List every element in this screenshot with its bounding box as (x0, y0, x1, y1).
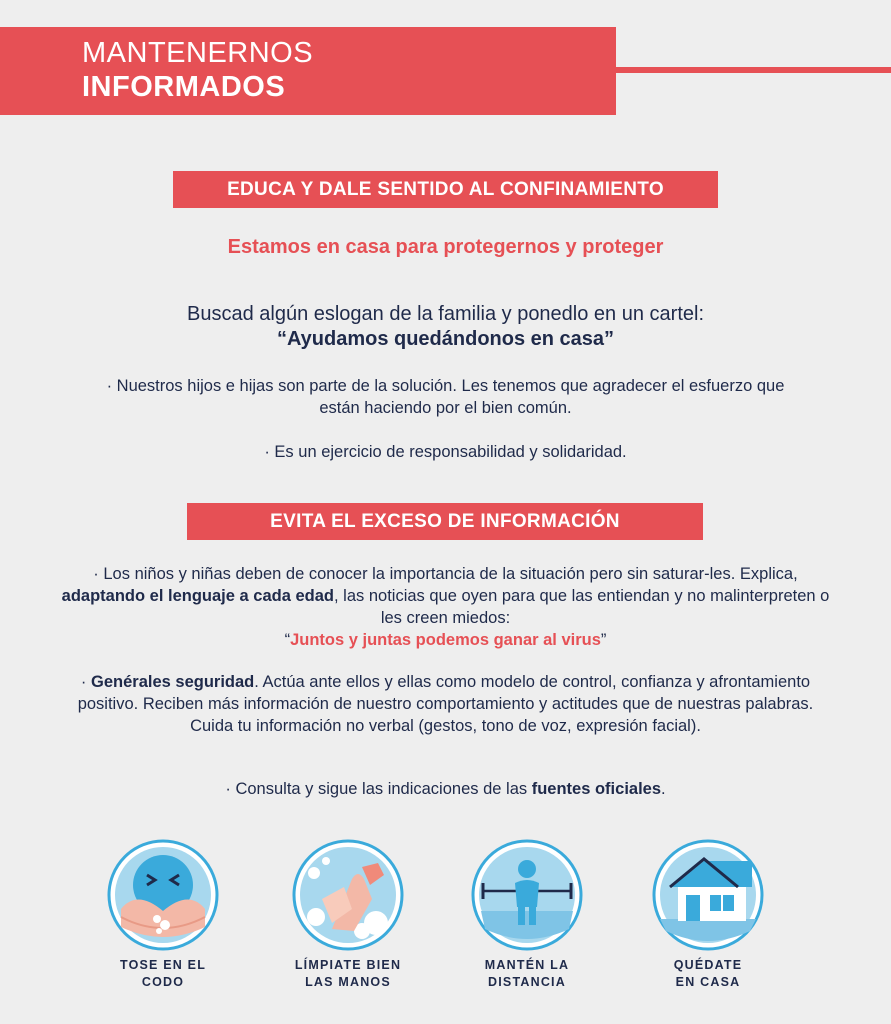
bullet1-emphasis: adaptando el lenguaje a cada edad (61, 587, 334, 605)
bullet2-emphasis: Genérales seguridad (91, 673, 255, 691)
icon-label-home-line2: EN CASA (675, 975, 741, 989)
icon-label-cough-elbow (83, 957, 243, 991)
icon-label-cough-line2: CODO (141, 975, 185, 989)
slogan-intro: Buscad algún eslogan de la familia y ponedlo en un cartel: (186, 303, 704, 325)
bullet1-text-c: , las noticias que oyen para que las entiendan y no malinterpreten o les creen miedos: (334, 587, 830, 627)
header-divider (616, 67, 891, 73)
wash-hands-icon (292, 839, 404, 951)
bullet2-text-c: . Actúa ante ellos y ellas como modelo de control, confianza y afrontamiento positivo. Reciben más información de nuestro comportamiento y actitudes que de nuestras palabras. Cuida tu información no verbal (gestos, tono de voz, expresión facial). (77, 673, 814, 735)
section1-banner: EDUCA Y DALE SENTIDO AL CONFINAMIENTO (173, 171, 718, 208)
icon-label-wash-hands (268, 957, 428, 991)
cough-elbow-icon (107, 839, 219, 951)
section2-bullet2 (55, 671, 836, 737)
icon-label-home-line1: QUÉDATE (673, 958, 743, 972)
icon-label-distance-line1: MANTÉN LA (484, 958, 570, 972)
quote-text: Juntos y juntas podemos ganar al virus (290, 631, 601, 649)
bullet1-text-a: · Los niños y niñas deben de conocer la importancia de la situación pero sin saturar-les. Explica, (93, 565, 798, 583)
icon-label-stay-home (628, 957, 788, 991)
section2-banner: EVITA EL EXCESO DE INFORMACIÓN (187, 503, 703, 540)
icon-label-wash-line1: LÍMPIATE BIEN (294, 958, 402, 972)
section2-bullet1 (55, 563, 836, 651)
icon-label-cough-line1: TOSE EN EL (119, 958, 207, 972)
section1-subtitle: Estamos en casa para protegernos y proteger (227, 236, 664, 258)
bullet3-text-c: . (661, 780, 666, 798)
header-title-line2: INFORMADOS (82, 71, 286, 103)
icon-label-keep-distance (447, 957, 607, 991)
quote-close: ” (600, 631, 607, 649)
bullet3-emphasis: fuentes oficiales (531, 780, 662, 798)
bullet2-text-a: · (80, 673, 92, 691)
icon-label-distance-line2: DISTANCIA (488, 975, 566, 989)
header-banner (0, 27, 616, 115)
section1-bullet1: · Nuestros hijos e hijas son parte de la solución. Les tenemos que agradecer el esfuerzo que están haciendo por el bien común. (106, 377, 785, 417)
quote-open: “ (284, 631, 291, 649)
section1-bullet2: · Es un ejercicio de responsabilidad y solidaridad. (264, 443, 627, 461)
icon-label-wash-line2: LAS MANOS (305, 975, 391, 989)
section2-bullet3 (0, 778, 891, 800)
header-title-line1: MANTENERNOS (82, 37, 314, 69)
stay-home-icon (652, 839, 764, 951)
keep-distance-icon (471, 839, 583, 951)
slogan: “Ayudamos quedándonos en casa” (276, 328, 615, 350)
bullet3-text-a: · Consulta y sigue las indicaciones de las (225, 780, 532, 798)
